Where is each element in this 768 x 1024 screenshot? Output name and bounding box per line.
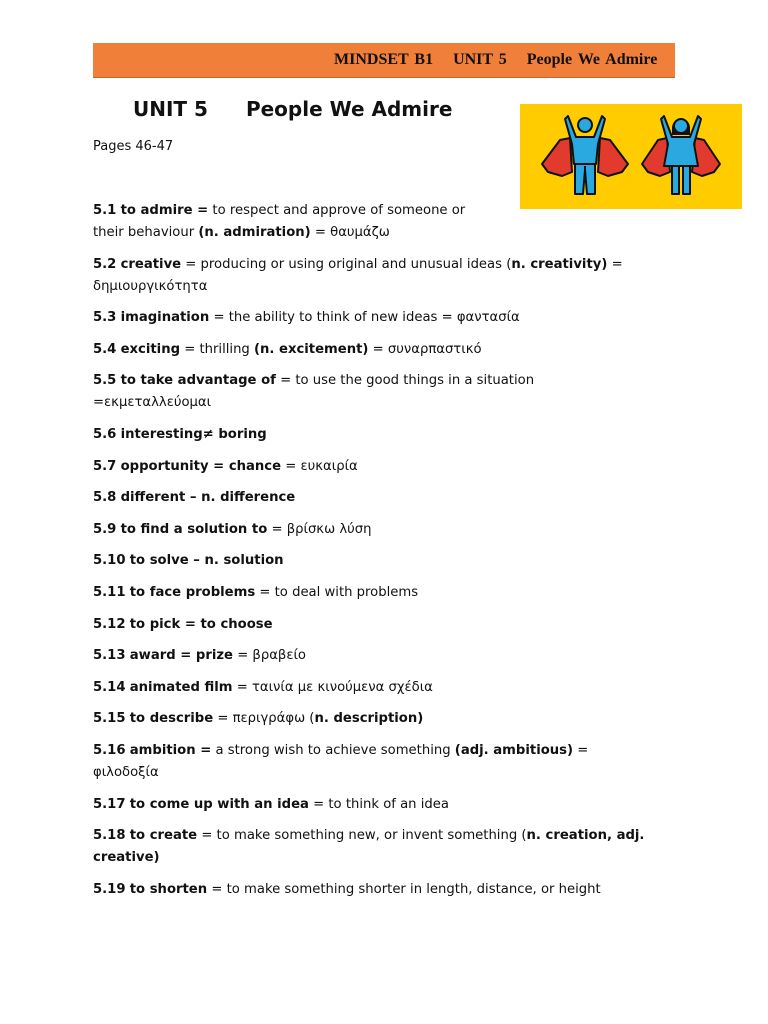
entry-number: 5.19 xyxy=(93,881,126,897)
entry-number: 5.18 xyxy=(93,828,126,844)
vocabulary-entry xyxy=(93,794,653,816)
title-topic: People We Admire xyxy=(245,97,453,121)
entry-number: 5.17 xyxy=(93,796,126,812)
superhero-man-icon xyxy=(542,116,628,194)
entry-term: (n. admiration) xyxy=(198,225,311,240)
entry-term: creative xyxy=(120,256,182,272)
superhero-woman-icon xyxy=(642,116,720,194)
entry-term: to admire = xyxy=(120,203,209,218)
title-unit: UNIT 5 xyxy=(133,97,208,121)
entry-number: 5.6 xyxy=(93,426,117,442)
entry-definition: = to make something shorter in length, distance, or height xyxy=(207,881,601,897)
entry-definition: = to make something new, or invent something ( xyxy=(197,828,527,844)
header-series: MINDSET B1 xyxy=(334,51,434,68)
entry-term: (adj. ambitious) xyxy=(454,742,574,758)
vocabulary-entry xyxy=(93,677,653,699)
vocabulary-entry xyxy=(93,550,653,572)
entry-term: to take advantage of xyxy=(120,373,276,389)
vocabulary-entry xyxy=(93,487,653,509)
entry-number: 5.10 xyxy=(93,553,126,569)
entry-term: award = prize xyxy=(129,648,233,664)
entry-number: 5.1 xyxy=(93,203,117,218)
vocabulary-entry xyxy=(93,825,653,869)
entry-term: interesting≠ boring xyxy=(120,426,267,442)
entry-number: 5.3 xyxy=(93,310,117,326)
entry-definition: = βρίσκω λύση xyxy=(267,521,372,537)
entry-term: to find a solution to xyxy=(120,521,268,537)
entry-number: 5.5 xyxy=(93,373,117,389)
entry-definition: a strong wish to achieve something xyxy=(211,742,455,758)
vocabulary-entry xyxy=(93,614,653,636)
entry-term: to shorten xyxy=(129,881,208,897)
vocabulary-entry xyxy=(93,456,653,478)
entry-definition: = δημιουργικότητα xyxy=(93,256,623,294)
vocabulary-entry xyxy=(93,879,653,901)
vocabulary-entry xyxy=(93,645,653,667)
entry-number: 5.8 xyxy=(93,490,117,506)
entry-term: to face problems xyxy=(129,584,256,600)
page-title xyxy=(133,97,452,121)
entry-number: 5.9 xyxy=(93,521,117,537)
entry-definition: to respect and approve of someone or their behaviour xyxy=(93,203,466,240)
entry-definition: = συναρπαστικό xyxy=(368,341,482,357)
entry-number: 5.7 xyxy=(93,458,117,474)
entry-term: (n. excitement) xyxy=(254,341,369,357)
entry-definition: = to use the good things in a situation =εκμεταλλεύομαι xyxy=(93,373,535,411)
entry-number: 5.2 xyxy=(93,256,117,272)
entry-term: n. creativity) xyxy=(511,256,608,272)
entry-number: 5.11 xyxy=(93,584,126,600)
header-bar xyxy=(93,43,675,78)
entry-definition: = βραβείο xyxy=(233,648,306,664)
entry-term: opportunity = chance xyxy=(120,458,282,474)
vocabulary-entry xyxy=(93,708,653,730)
entry-definition: = θαυμάζω xyxy=(310,225,390,240)
entry-term: n. description) xyxy=(314,711,424,727)
entry-term: imagination xyxy=(120,310,210,326)
entry-term: animated film xyxy=(129,679,233,695)
entry-number: 5.15 xyxy=(93,711,126,727)
vocabulary-list xyxy=(93,200,653,910)
vocabulary-entry xyxy=(93,424,653,446)
entry-term: exciting xyxy=(120,341,181,357)
vocabulary-entry xyxy=(93,339,653,361)
header-topic: People We Admire xyxy=(526,51,658,68)
vocabulary-entry xyxy=(93,307,653,329)
entry-number: 5.16 xyxy=(93,742,126,758)
entry-number: 5.4 xyxy=(93,341,117,357)
vocabulary-entry xyxy=(93,254,653,298)
entry-term: ambition = xyxy=(129,742,212,758)
header-text xyxy=(334,51,675,69)
entry-number: 5.12 xyxy=(93,616,126,632)
entry-term: n. creation, adj. creative) xyxy=(93,828,645,866)
entry-definition: = to deal with problems xyxy=(255,584,419,600)
entry-number: 5.14 xyxy=(93,679,126,695)
entry-definition: = producing or using original and unusual ideas ( xyxy=(181,256,512,272)
vocabulary-entry xyxy=(93,200,493,244)
entry-definition: = the ability to think of new ideas = φαντασία xyxy=(209,310,520,326)
entry-term: to solve – n. solution xyxy=(129,553,284,569)
entry-definition: = thrilling xyxy=(180,341,254,357)
vocabulary-entry xyxy=(93,740,653,784)
entry-term: to describe xyxy=(129,711,214,727)
entry-term: to create xyxy=(129,828,198,844)
entry-definition: = ταινία με κινούμενα σχέδια xyxy=(232,679,433,695)
entry-term: different – n. difference xyxy=(120,490,296,506)
entry-definition: = φιλοδοξία xyxy=(93,742,589,780)
header-unit: UNIT 5 xyxy=(453,51,507,68)
vocabulary-entry xyxy=(93,519,653,541)
entry-term: to come up with an idea xyxy=(129,796,309,812)
entry-number: 5.13 xyxy=(93,648,126,664)
entry-definition: = περιγράφω ( xyxy=(213,711,315,727)
entry-definition: = to think of an idea xyxy=(308,796,449,812)
pages-label: Pages 46-47 xyxy=(93,139,174,154)
entry-definition: = ευκαιρία xyxy=(281,458,358,474)
entry-term: to pick = to choose xyxy=(129,616,273,632)
vocabulary-entry xyxy=(93,582,653,604)
vocabulary-entry xyxy=(93,370,653,414)
superheroes-illustration xyxy=(520,104,742,209)
